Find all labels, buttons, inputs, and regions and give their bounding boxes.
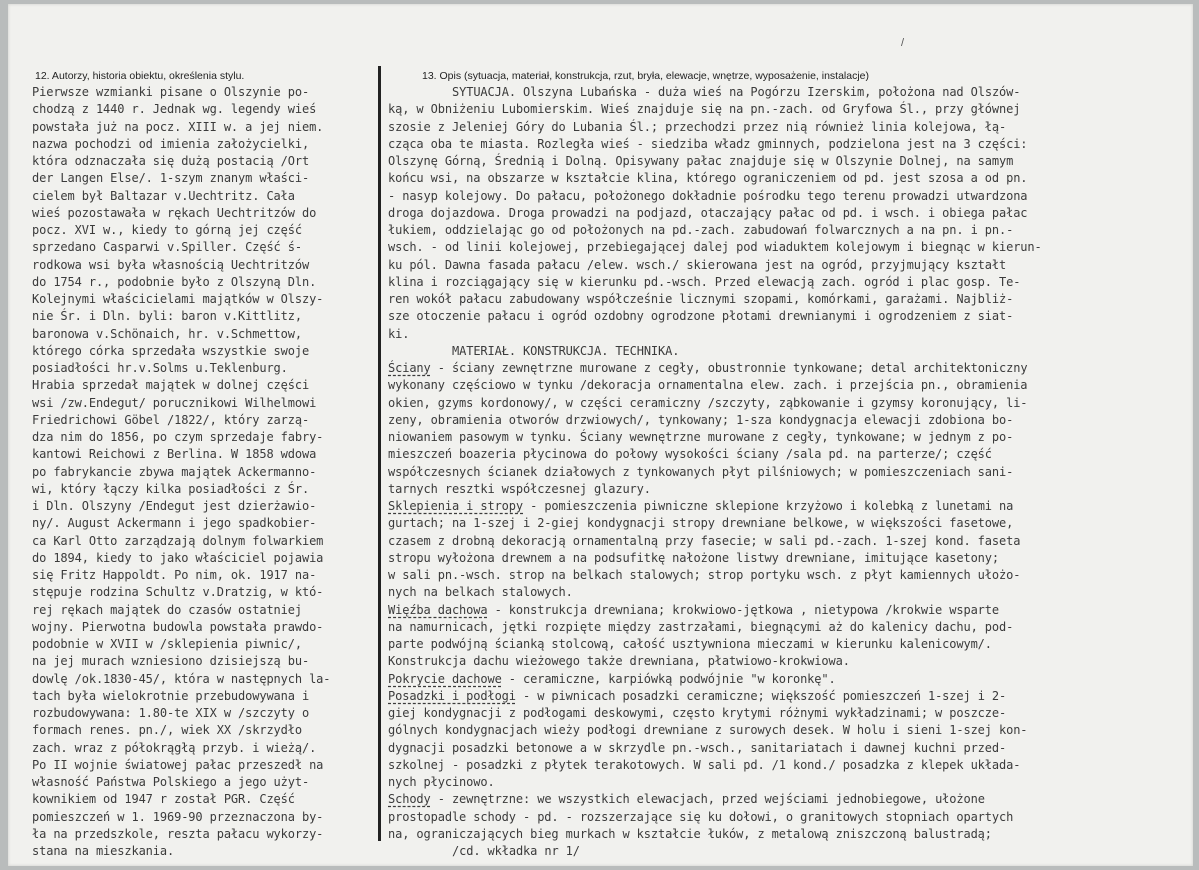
line-body: nych na belkach stalowych. xyxy=(388,585,573,600)
history-text-line: cielem był Baltazar v.Uechtritz. Cała xyxy=(32,188,295,203)
history-text-line: rozbudowywana: 1.80-te XIX w /szczyty o xyxy=(32,706,310,720)
line-body: - pomieszczenia piwniczne sklepione krzyżowo i kolebką z lunetami na xyxy=(523,499,1014,513)
line-body: niowaniem pasowym w tynku. Ściany wewnętrzne murowane z cegły, tynkowane; w jednym z po- xyxy=(388,430,1014,444)
line-body: sze otoczenie pałacu i ogród ozdobny ogrodzone płotami drewnianymi i ogrodzeniem z siat- xyxy=(388,309,1014,324)
line-body: - ceramiczne, karpiówką podwójnie "w koronkę". xyxy=(501,671,836,686)
description-text-line xyxy=(388,119,1188,136)
description-text-line xyxy=(388,619,1188,636)
history-text-line: do 1894, kiedy to jako właściciel pojawia xyxy=(32,550,324,565)
section-heading: Więźba dachowa xyxy=(388,602,488,617)
history-text-line: własność Państwa Polskiego a jego użyt- xyxy=(32,775,310,789)
line-body: czasem z drobną dekoracją ornamentalną przy fasecie; w sali pd.-zach. 1-szej kond. faseta xyxy=(388,533,1021,548)
history-text-line: rej rękach majątek do czasów ostatniej xyxy=(32,602,302,617)
description-text-line xyxy=(388,84,1188,101)
history-text-line: stana na mieszkania. xyxy=(32,844,175,858)
description-text-line xyxy=(388,188,1188,205)
column-divider xyxy=(378,66,381,841)
description-text-line xyxy=(388,257,1188,274)
line-body: na, ograniczających bieg murkach w kształcie łuków, z metalową zniszczoną balustradą; xyxy=(388,826,992,841)
line-body: stropu wyłożona drewnem a na podsufitkę nałożone listwy drewniane, imitujące kasetony; xyxy=(388,550,999,565)
line-body: okien, gzyms kordonowy/, w części ceramiczny /szczyty, ząbkowanie i gzymsy koronujący, li- xyxy=(388,395,1028,410)
history-text-line: wieś pozostawała w rękach Uechtritzów do xyxy=(32,205,317,220)
line-body: współczesnych ścianek działowych z tynkowanych płyt pilśniowych; w pomieszczeniach sani- xyxy=(388,464,1014,479)
history-text-line: zach. wraz z półokrągłą przyb. i wieżą/. xyxy=(32,740,317,755)
line-body: ki. xyxy=(388,326,410,341)
history-text-line: Kolejnymi właścicielami majątków w Olszy- xyxy=(32,292,324,306)
description-text-line xyxy=(388,446,1188,463)
section-heading: Ściany xyxy=(388,361,431,375)
description-text-line xyxy=(388,722,1188,739)
description-text-line xyxy=(388,757,1188,774)
description-text-line xyxy=(388,239,1188,256)
history-text-line: rodkowa wsi była własnością Uechtritzów xyxy=(32,257,310,272)
history-text-line: kantowi Reichowi z Berlina. W 1858 wdowa xyxy=(32,447,317,462)
history-text-line: formach renes. pn./, wiek XX /skrzydło xyxy=(32,723,302,738)
description-text-line xyxy=(388,636,1188,653)
description-text-line xyxy=(388,308,1188,325)
description-text-line xyxy=(388,205,1188,222)
line-body: dygnacji posadzki betonowe a w skrzydle pn.-wsch., sanitariatach i dawnej kuchni przed- xyxy=(388,740,1007,755)
description-text-line xyxy=(388,136,1188,153)
line-body: końcu wsi, na obszarze w kształcie klina, którego ograniczeniem od pd. jest szosa a od pn. xyxy=(388,171,1028,186)
line-body: szosie z Jeleniej Góry do Lubania Śl.; przechodzi przez nią również linia kolejowa, łą- xyxy=(388,119,1007,134)
history-text-line: ła na przedszkole, reszta pałacu wykorzy- xyxy=(32,826,324,841)
history-text-line: podobnie w XVII w /sklepienia piwnic/, xyxy=(32,637,302,651)
description-text-line xyxy=(388,498,1188,515)
history-text-line: dowlę /ok.1830-45/, która w następnych la- xyxy=(32,671,331,686)
history-text-line: wi, który łączy kilka posiadłości z Śr. xyxy=(32,481,310,496)
description-text-line xyxy=(388,101,1188,118)
right-column-header: 13. Opis (sytuacja, materiał, konstrukcja, rzut, bryła, elewacje, wnętrze, wyposażenie, instalacje) xyxy=(422,70,870,82)
history-text-line: po fabrykancie zbywa majątek Ackermanno- xyxy=(32,464,317,479)
line-body: w sali pn.-wsch. strop na belkach stalowych; strop portyku wsch. z płyt kamiennych ułożo- xyxy=(388,568,1021,582)
description-text-line xyxy=(388,395,1188,412)
history-text-line: wojny. Pierwotna budowla powstała prawdo- xyxy=(32,619,324,634)
history-text-line: powstała już na pocz. XIII w. a jej niem. xyxy=(32,119,324,134)
history-text-line: wsi /zw.Endegut/ porucznikowi Wilhelmowi xyxy=(32,395,317,410)
section-heading: Schody xyxy=(388,792,431,807)
description-text-line xyxy=(388,360,1188,377)
description-text-line xyxy=(388,740,1188,757)
history-text-line: der Langen Else/. 1-szym znanym właści- xyxy=(32,171,310,186)
history-text-line: na jej murach wzniesiono dzisiejszą bu- xyxy=(32,654,310,669)
line-body: klina i rozciągający się w kierunku pd.-wsch. Przed elewacją zach. ogród i plac gosp. Te- xyxy=(388,274,1021,289)
history-text-line: pocz. XVI w., kiedy to górną jej część xyxy=(32,223,302,237)
page-mark: / xyxy=(901,37,905,49)
line-body: parte podwójną ścianką stolcową, całość usztywniona mieczami w kierunku kalenicowym/. xyxy=(388,637,992,651)
history-text-line: Friedrichowi Göbel /1822/, który zarzą- xyxy=(32,412,310,427)
line-body: tarnych resztki współczesnej glazury. xyxy=(388,481,651,496)
description-text-line xyxy=(388,412,1188,429)
line-body: - konstrukcja drewniana; krokwiowo-jętkowa , nietypowa /krokwie wsparte xyxy=(487,602,1000,617)
history-text-line: stępuje rodzina Schultz v.Dratzig, w któ- xyxy=(32,585,324,600)
line-body: ren wokół pałacu zabudowany współcześnie licznymi szopami, komórkami, garażami. Najbliż- xyxy=(388,292,1014,306)
line-body: - zewnętrzne: we wszystkich elewacjach, przed wejściami jednobiegowe, ułożone xyxy=(430,792,985,807)
line-body: gólnych kondygnacjach wieży podłogi drewniane z surowych desek. W holu i sieni 1-szej kon- xyxy=(388,723,1028,738)
description-text-line xyxy=(388,533,1188,550)
document-page xyxy=(8,4,1193,866)
description-text-line xyxy=(388,326,1188,343)
history-text-line: pomieszczeń w 1. 1969-90 przeznaczona by- xyxy=(32,809,324,824)
description-text-line xyxy=(388,377,1188,394)
description-text-line xyxy=(388,791,1188,808)
line-body: Konstrukcja dachu wieżowego także drewniana, płatwiowo-krokwiowa. xyxy=(388,654,850,669)
line-body: droga dojazdowa. Droga prowadzi na podjazd, otaczający pałac od pd. i wsch. i obiega pałac xyxy=(388,205,1028,220)
history-text-line: ny/. August Ackermann i jego spadkobier- xyxy=(32,516,317,531)
line-body: Olszynę Górną, Średnią i Dolną. Opisywany pałac znajduje się w Olszynie Dolnej, na samym xyxy=(388,154,1014,168)
history-text-line: nazwa pochodzi od imienia założycielki, xyxy=(32,136,310,151)
line-body: giej kondygnacji z podłogami deskowymi, często krytymi różnymi wykładzinami; w poszcze- xyxy=(388,706,1007,720)
line-body: cząca oba te miasta. Rozległa wieś - siedziba władz gminnych, podzielona jest na 3 części: xyxy=(388,136,1028,151)
description-text-line xyxy=(388,274,1188,291)
line-body: mieszczeń boazeria płycinowa do połowy wysokości ściany /sala pd. na parterze/; część xyxy=(388,447,992,462)
description-text-column xyxy=(388,84,1188,860)
description-text-line xyxy=(388,705,1188,722)
description-text-line xyxy=(388,291,1188,308)
description-text-line xyxy=(388,515,1188,532)
line-body: MATERIAŁ. KONSTRUKCJA. TECHNIKA. xyxy=(452,343,680,358)
line-body: zeny, obramienia otworów drzwiowych/, tynkowany; 1-sza kondygnacja elewacji zdobiona bo- xyxy=(388,412,1014,427)
line-body: prostopadle schody - pd. - rozszerzające się ku dołowi, o granitowych stopniach opartych xyxy=(388,809,1014,824)
history-text-line: się Fritz Happoldt. Po nim, ok. 1917 na- xyxy=(32,568,317,582)
line-body: - nasyp kolejowy. Do pałacu, położonego dokładnie pośrodku tego terenu prowadzi utwardzona xyxy=(388,188,1028,203)
description-text-line xyxy=(388,464,1188,481)
history-text-line: która odznaczała się dużą postacią /Ort xyxy=(32,154,310,168)
history-text-line: chodzą z 1440 r. Jednak wg. legendy wieś xyxy=(32,102,317,117)
description-text-line xyxy=(388,550,1188,567)
line-body: łukiem, oddzielając go od położonych na pd.-zach. zabudowań folwarcznych a na pn. i pn.- xyxy=(388,223,1014,237)
line-body: szkolnej - posadzki z płytek terakotowych. W sali pd. /1 kond./ posadzka z klepek układa- xyxy=(388,757,1021,772)
history-text-line: dza nim do 1856, po czym sprzedaje fabry- xyxy=(32,430,324,444)
line-body: - w piwnicach posadzki ceramiczne; większość pomieszczeń 1-szej i 2- xyxy=(515,688,1007,703)
history-text-line: posiadłości hr.v.Solms u.Teklenburg. xyxy=(32,361,288,375)
line-body: ku pól. Dawna fasada pałacu /elew. wsch./ skierowana jest na ogród, przyjmujący kształt xyxy=(388,257,1007,272)
history-text-line: Hrabia sprzedał majątek w dolnej części xyxy=(32,378,310,393)
description-text-line xyxy=(388,774,1188,791)
line-body: nych płycinowo. xyxy=(388,775,495,789)
history-text-line: ca Karl Otto zarządzają dolnym folwarkiem xyxy=(32,533,324,548)
description-text-line xyxy=(388,602,1188,619)
line-body: SYTUACJA. Olszyna Lubańska - duża wieś na Pogórzu Izerskim, położona nad Olszów- xyxy=(452,85,1021,99)
description-text-line xyxy=(388,826,1188,843)
description-text-line xyxy=(388,671,1188,688)
description-text-line xyxy=(388,481,1188,498)
history-text-line: nie Śr. i Dln. byli: baron v.Kittlitz, xyxy=(32,309,302,324)
line-body: ką, w Obniżeniu Lubomierskim. Wieś znajduje się na pn.-zach. od Gryfowa Śl., przy głównej xyxy=(388,102,1021,117)
history-text-line: do 1754 r., podobnie było z Olszyną Dln. xyxy=(32,274,317,289)
line-body: wykonany częściowo w tynku /dekoracja ornamentalna elew. zach. i przejścia pn., obramienia xyxy=(388,378,1028,393)
description-text-line xyxy=(388,153,1188,170)
history-text-column xyxy=(32,84,372,860)
history-text-line: kownikiem od 1947 r został PGR. Część xyxy=(32,792,295,807)
section-heading: Sklepienia i stropy xyxy=(388,499,523,513)
left-column-header: 12. Autorzy, historia obiektu, określenia stylu. xyxy=(35,70,245,82)
description-text-line xyxy=(388,843,1188,860)
description-text-line xyxy=(388,170,1188,187)
history-text-line: którego córka sprzedała wszystkie swoje xyxy=(32,343,310,358)
description-text-line xyxy=(388,567,1188,584)
description-text-line xyxy=(388,343,1188,360)
description-text-line xyxy=(388,222,1188,239)
history-text-line: Pierwsze wzmianki pisane o Olszynie po- xyxy=(32,85,310,99)
history-text-line: baronowa v.Schönaich, hr. v.Schmettow, xyxy=(32,326,302,341)
history-text-line: Po II wojnie światowej pałac przeszedł na xyxy=(32,757,324,772)
history-text-line: i Dln. Olszyny /Endegut jest dzierżawio- xyxy=(32,499,317,513)
description-text-line xyxy=(388,584,1188,601)
line-body: - ściany zewnętrzne murowane z cegły, obustronnie tynkowane; detal architektoniczny xyxy=(430,361,1028,375)
history-text-line: tach była wielokrotnie przebudowywana i xyxy=(32,688,310,703)
line-body: na namurnicach, jętki rozpięte między zastrzałami, biegnącymi aż do kalenicy dachu, pod- xyxy=(388,619,1014,634)
line-body: wsch. - od linii kolejowej, przebiegającej dalej pod wiaduktem kolejowym i biegnąc w kierun- xyxy=(388,240,1042,255)
description-text-line xyxy=(388,688,1188,705)
description-text-line xyxy=(388,653,1188,670)
history-text-line: sprzedano Casparwi v.Spiller. Część ś- xyxy=(32,240,302,255)
section-heading: Pokrycie dachowe xyxy=(388,671,502,686)
description-text-line xyxy=(388,429,1188,446)
section-heading: Posadzki i podłogi xyxy=(388,688,516,703)
description-text-line xyxy=(388,809,1188,826)
line-body: gurtach; na 1-szej i 2-giej kondygnacji stropy drewniane belkowe, w większości fasetowe, xyxy=(388,516,1014,531)
line-body: /cd. wkładka nr 1/ xyxy=(452,844,580,858)
